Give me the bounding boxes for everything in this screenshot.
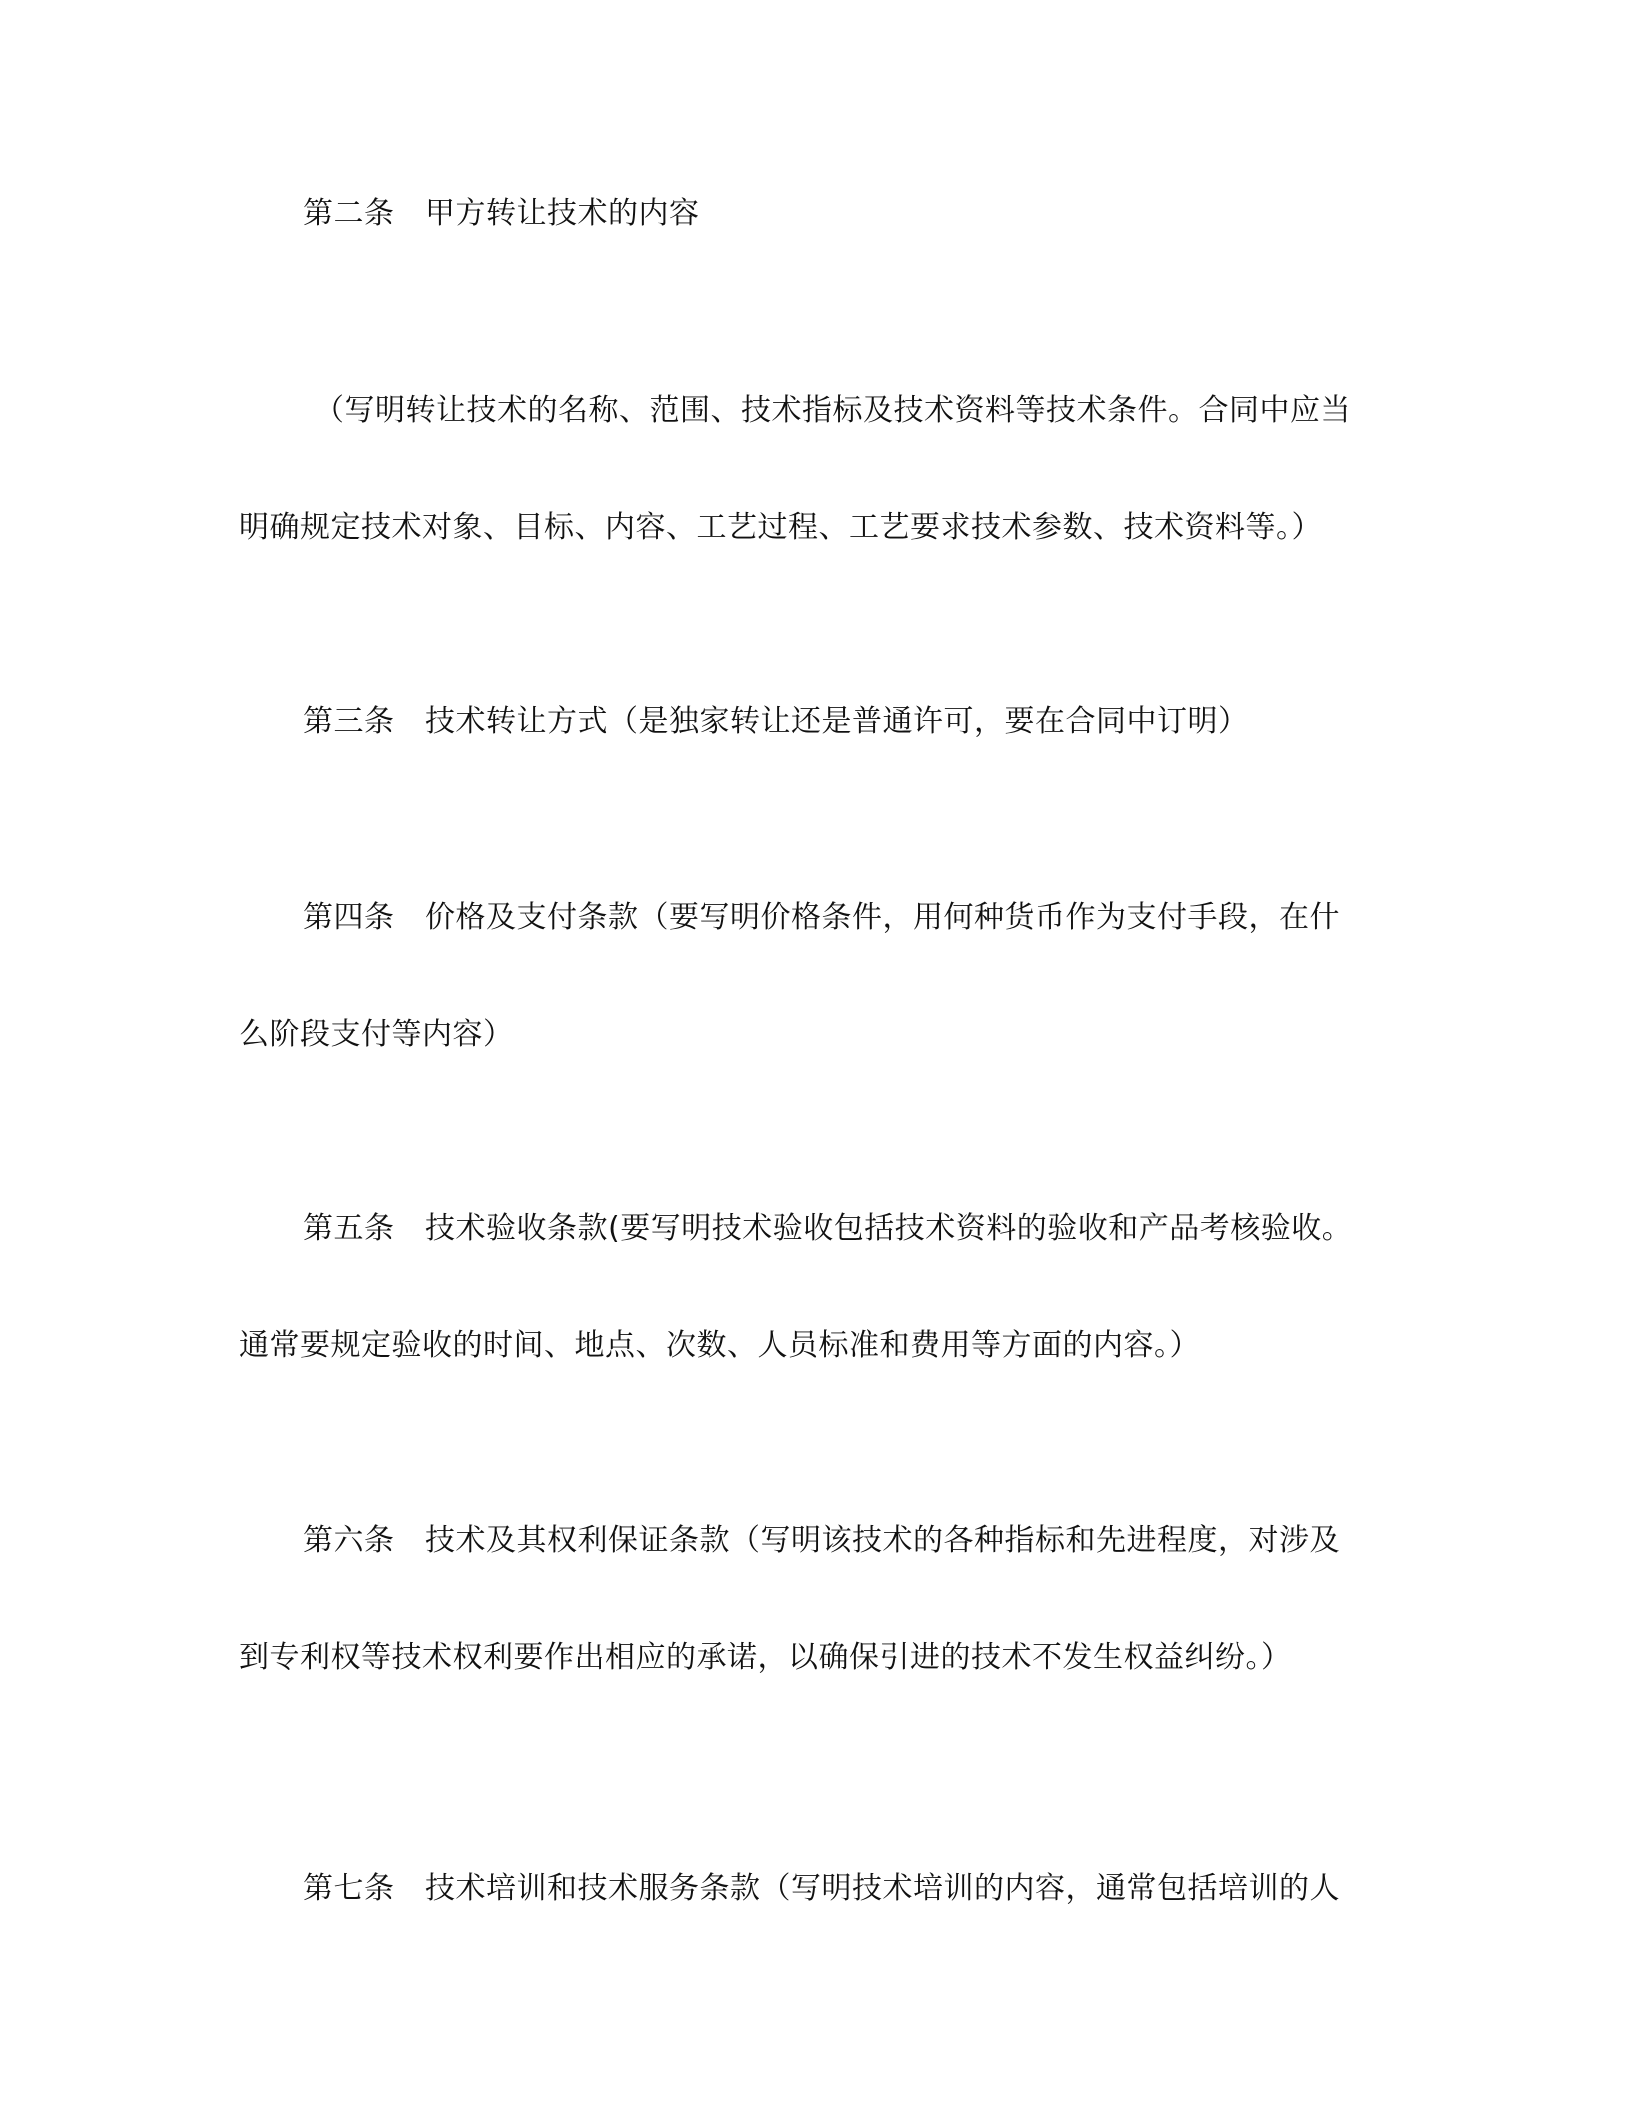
article-2-heading: 第二条 甲方转让技术的内容	[303, 196, 700, 231]
article-2-body-line-1: （写明转让技术的名称、范围、技术指标及技术资料等技术条件。合同中应当	[314, 393, 1351, 428]
article-7-line-1: 第七条 技术培训和技术服务条款（写明技术培训的内容，通常包括培训的人	[303, 1871, 1340, 1906]
article-3-line-1: 第三条 技术转让方式（是独家转让还是普通许可，要在合同中订明）	[303, 704, 1249, 739]
article-5-line-1: 第五条 技术验收条款(要写明技术验收包括技术资料的验收和产品考核验收。	[303, 1211, 1353, 1246]
article-6-line-1: 第六条 技术及其权利保证条款（写明该技术的各种指标和先进程度，对涉及	[303, 1523, 1340, 1558]
article-2-body-line-2: 明确规定技术对象、目标、内容、工艺过程、工艺要求技术参数、技术资料等。）	[239, 510, 1322, 545]
article-4-line-1: 第四条 价格及支付条款（要写明价格条件，用何种货币作为支付手段，在什	[303, 900, 1340, 935]
article-6-line-2: 到专利权等技术权利要作出相应的承诺，以确保引进的技术不发生权益纠纷。）	[239, 1640, 1292, 1675]
article-4-line-2: 么阶段支付等内容）	[239, 1017, 514, 1052]
article-5-line-2: 通常要规定验收的时间、地点、次数、人员标准和费用等方面的内容。）	[239, 1328, 1200, 1363]
